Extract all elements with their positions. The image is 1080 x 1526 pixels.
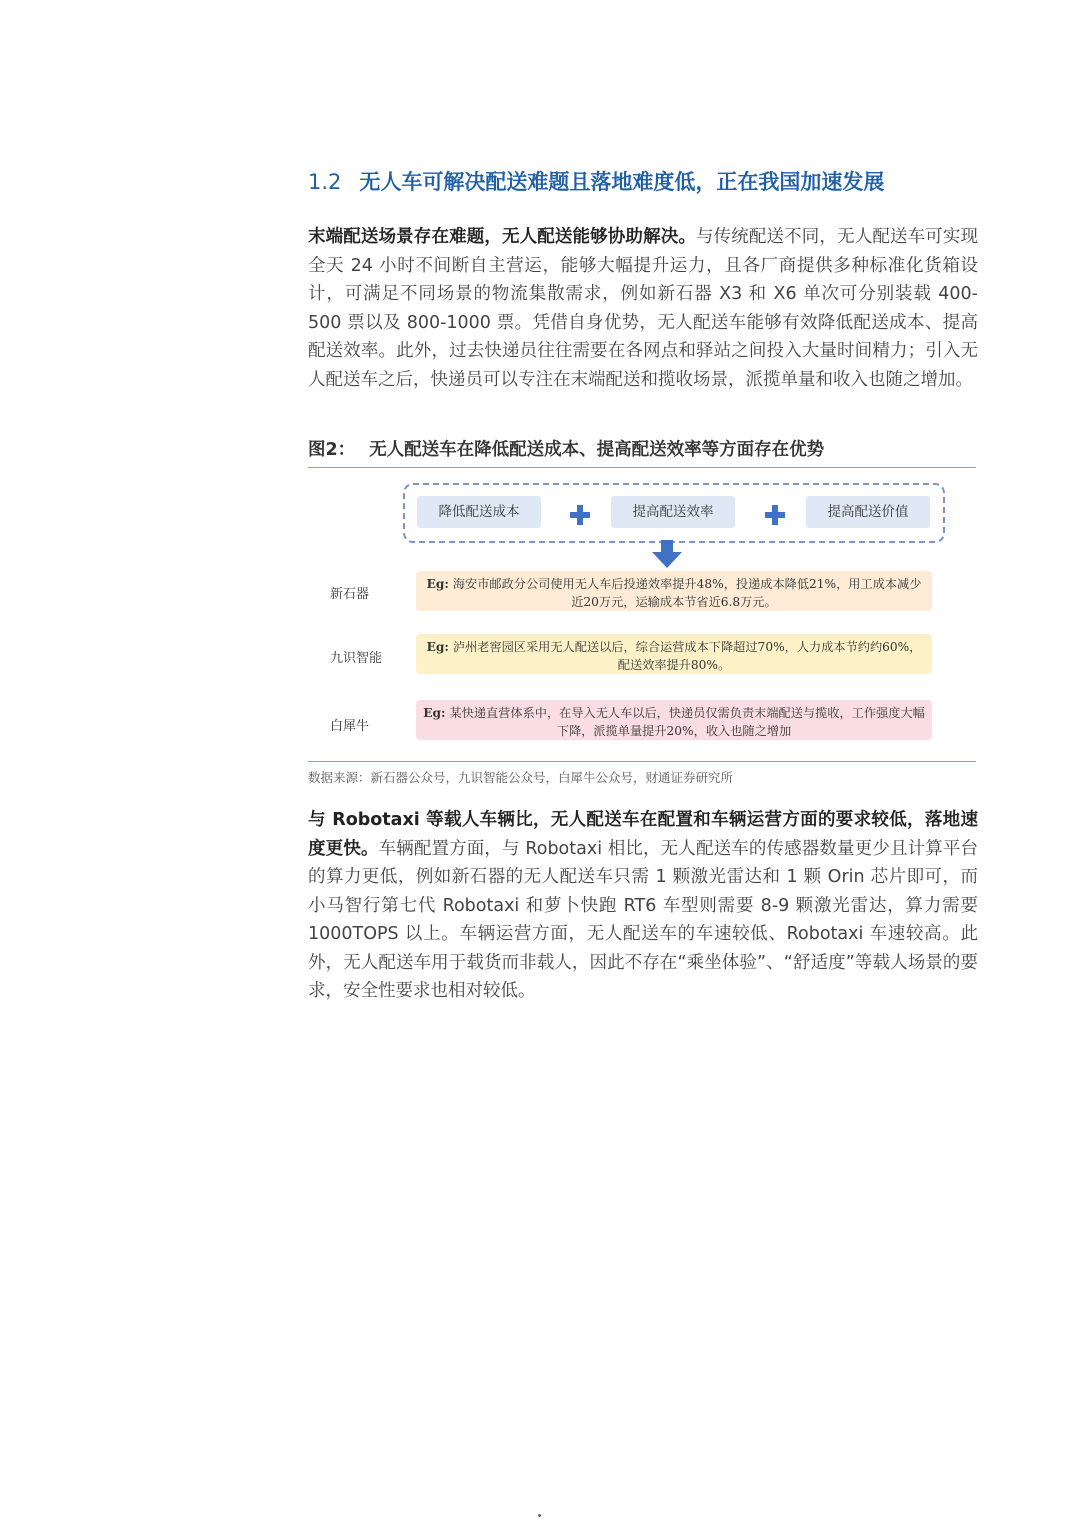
figure-caption: 无人配送车在降低配送成本、提高配送效率等方面存在优势 bbox=[369, 440, 825, 460]
example-box bbox=[416, 700, 932, 740]
page-marker bbox=[538, 1514, 541, 1517]
eg-label: Eg: bbox=[426, 640, 449, 654]
paragraph-robotaxi bbox=[308, 806, 978, 1006]
section-title: 无人车可解决配送难题且落地难度低，正在我国加速发展 bbox=[359, 170, 885, 194]
example-box bbox=[416, 634, 932, 674]
paragraph-intro-lead: 末端配送场景存在难题，无人配送能够协助解决。 bbox=[308, 227, 696, 247]
benefit-reduce-cost: 降低配送成本 bbox=[417, 496, 541, 528]
figure-title bbox=[308, 436, 976, 468]
benefit-improve-efficiency: 提高配送效率 bbox=[611, 496, 735, 528]
paragraph-robotaxi-body: 车辆配置方面，与 Robotaxi 相比，无人配送车的传感器数量更少且计算平台的算力更低，例如新石器的无人配送车只需 1 颗激光雷达和 1 颗 Orin 芯片即可，而小马智行第七代 Robotaxi 和萝卜快跑 RT6 车型则需要 8-9 颗激光雷达，算力需要 1000TOPS 以上。车辆运营方面，无人配送车的车速较低、Robotaxi 车速较高。此外，无人配送车用于载货而非载人，因此不存在“乘坐体验”、“舒适度”等载人场景的要求，安全性要求也相对较低。 bbox=[308, 838, 979, 1001]
eg-label: Eg: bbox=[426, 577, 449, 591]
figure-label: 图2： bbox=[308, 440, 356, 460]
figure-diagram bbox=[308, 470, 976, 760]
example-text: 泸州老窖园区采用无人配送以后，综合运营成本下降超过70%，人力成本节约约60%，配送效率提升80%。 bbox=[452, 640, 922, 672]
figure-source: 数据来源：新石器公众号，九识智能公众号，白犀牛公众号，财通证券研究所 bbox=[308, 770, 734, 785]
plus-icon bbox=[570, 505, 590, 525]
eg-label: Eg: bbox=[423, 706, 446, 720]
paragraph-intro bbox=[308, 223, 978, 394]
paragraph-robotaxi-lead: 与 Robotaxi 等载人车辆比，无人配送车在配置和车辆运营方面的要求较低，落地速度更快。 bbox=[308, 810, 978, 859]
down-arrow-icon bbox=[652, 540, 682, 568]
paragraph-intro-body: 与传统配送不同，无人配送车可实现全天 24 小时不间断自主营运，能够大幅提升运力，且各厂商提供多种标准化货箱设计，可满足不同场景的物流集散需求，例如新石器 X3 和 X6 单次可分别装载 400-500 票以及 800-1000 票。凭借自身优势，无人配送车能够有效降低配送成本、提高配送效率。此外，过去快递员往往需要在各网点和驿站之间投入大量时间精力；引入无人配送车之后，快递员可以专注在末端配送和揽收场景，派揽单量和收入也随之增加。 bbox=[308, 227, 979, 390]
example-box bbox=[416, 571, 932, 611]
company-label: 新石器 bbox=[330, 587, 370, 602]
figure-bottom-rule bbox=[308, 761, 976, 762]
section-heading bbox=[308, 166, 988, 196]
section-number: 1.2 bbox=[308, 170, 342, 194]
benefit-improve-value: 提高配送价值 bbox=[806, 496, 930, 528]
company-label: 九识智能 bbox=[330, 651, 383, 666]
example-text: 某快递直营体系中，在导入无人车以后，快递员仅需负责末端配送与揽收，工作强度大幅下降，派揽单量提升20%，收入也随之增加 bbox=[449, 706, 925, 738]
company-label: 白犀牛 bbox=[330, 719, 370, 734]
example-text: 海安市邮政分公司使用无人车后投递效率提升48%，投递成本降低21%，用工成本减少近20万元，运输成本节省近6.8万元。 bbox=[452, 577, 922, 609]
plus-icon bbox=[765, 505, 785, 525]
